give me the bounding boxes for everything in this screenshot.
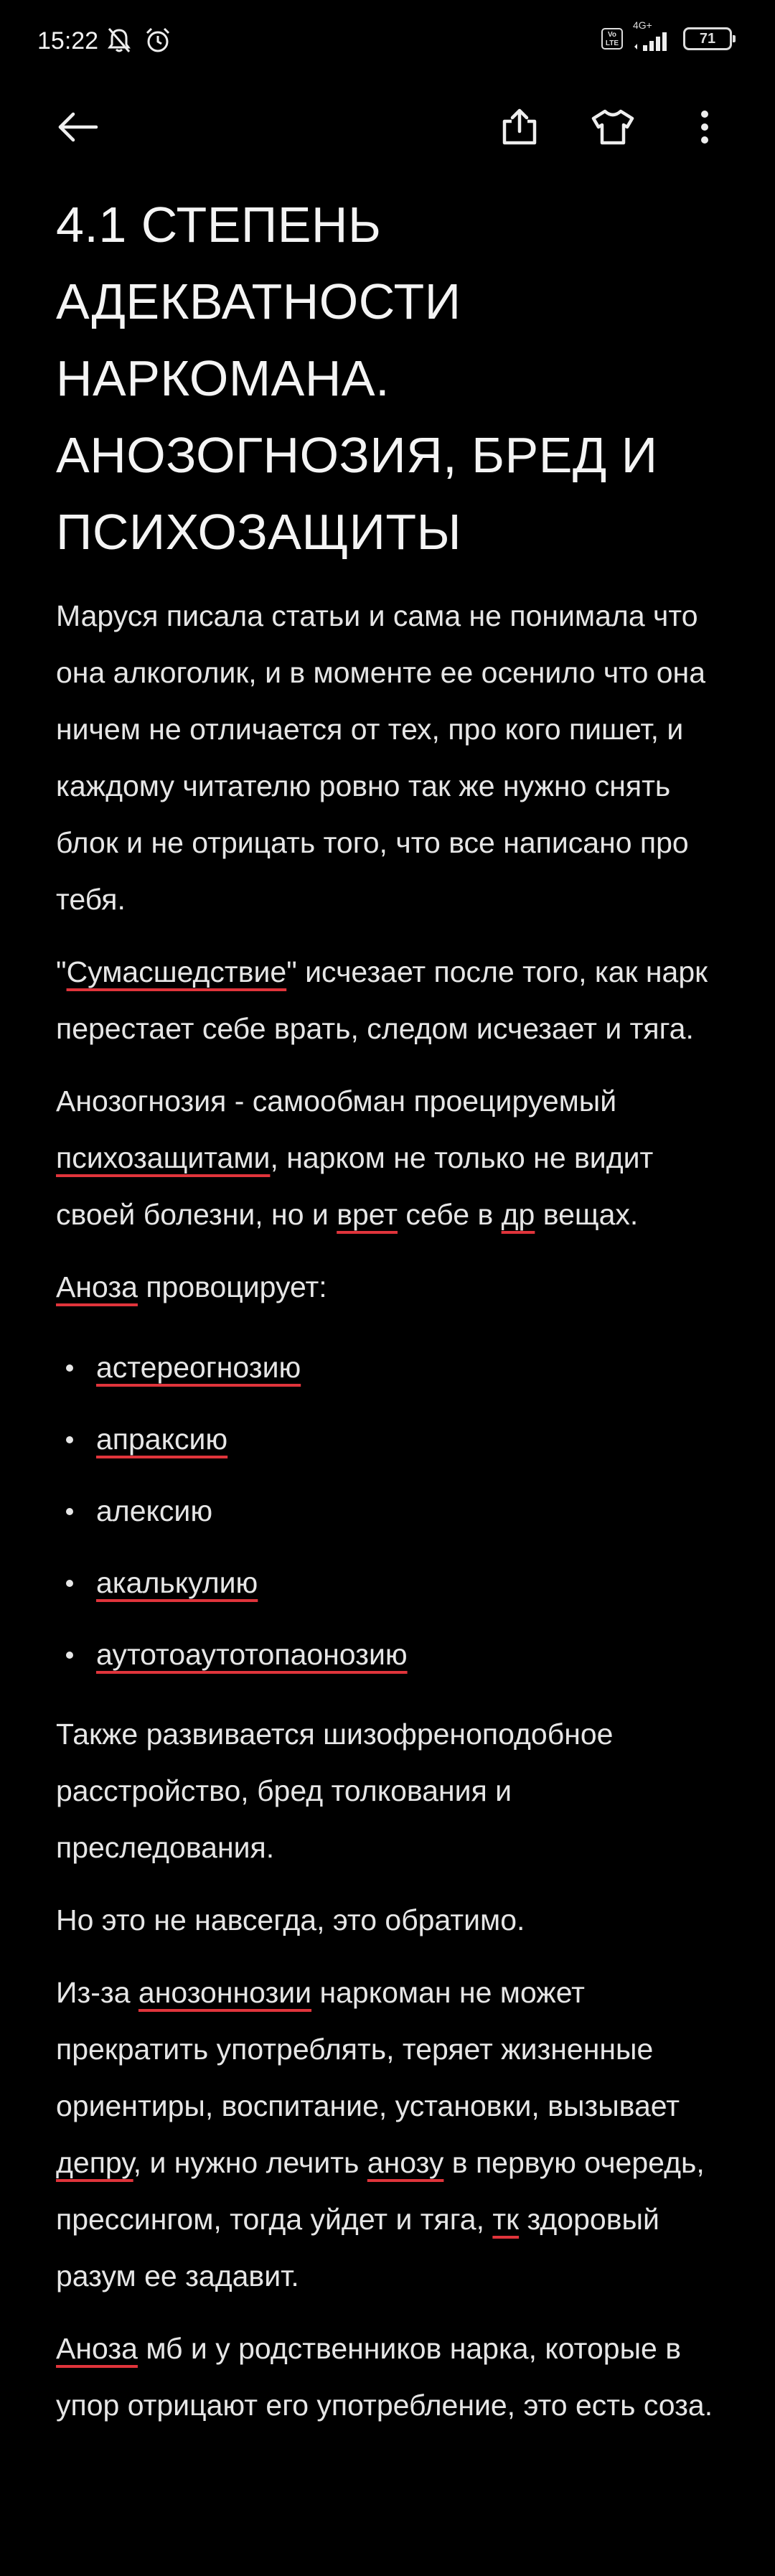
dnd-bell-icon xyxy=(106,26,132,58)
alarm-icon xyxy=(144,26,172,58)
spellcheck-word[interactable]: Аноза xyxy=(56,2332,138,2365)
text-span: , и нужно лечить xyxy=(133,2146,367,2179)
spellcheck-word[interactable]: Аноза xyxy=(56,1270,138,1303)
paragraph-5: Также развивается шизофреноподобное расстройство, бред толкования и преследования. xyxy=(56,1718,614,1864)
text-span: " xyxy=(56,955,67,988)
text-span: Анозогнозия - самообман проецируемый xyxy=(56,1085,617,1118)
status-time: 15:22 xyxy=(37,27,99,55)
bullet-dot-icon xyxy=(66,1436,73,1443)
text-span: Из-за xyxy=(56,1976,138,2009)
spellcheck-word[interactable]: акалькулию xyxy=(96,1566,258,1599)
battery-icon xyxy=(683,27,732,50)
bullet-dot-icon xyxy=(66,1580,73,1587)
spellcheck-word[interactable]: психозащитами xyxy=(56,1141,271,1174)
app-toolbar xyxy=(0,86,775,169)
list-item xyxy=(56,1547,727,1619)
battery-level: 71 xyxy=(699,30,716,47)
arrow-left-icon xyxy=(56,111,99,143)
list-item xyxy=(56,1403,727,1475)
paragraph-4 xyxy=(56,1259,727,1316)
text-span: , нарком не только не видит своей болезни, но и xyxy=(56,1141,654,1231)
paragraph-8 xyxy=(56,2320,727,2434)
volte-badge: Vo LTE xyxy=(601,28,623,50)
list-item-text: алексию xyxy=(96,1494,213,1527)
back-button[interactable] xyxy=(49,98,106,156)
list-item xyxy=(56,1331,727,1403)
text-span: провоцирует: xyxy=(137,1270,327,1303)
signal-icon xyxy=(633,19,673,51)
paragraph-3 xyxy=(56,1073,727,1243)
spellcheck-word[interactable]: депру xyxy=(56,2146,133,2179)
more-button[interactable] xyxy=(676,98,733,156)
text-span: здоровый разум ее задавит. xyxy=(56,2203,659,2292)
paragraph-1: Маруся писала статьи и сама не понимала что она алкоголик, и в моменте ее осенило что она ничем не отличается от тех, про кого пишет, и каждому читателю ровно так же нужно снять блок и не отрицать того, что все написано про тебя. xyxy=(56,599,706,916)
spellcheck-word[interactable]: тк xyxy=(492,2203,520,2236)
status-bar xyxy=(0,0,775,86)
spellcheck-word[interactable]: анозу xyxy=(367,2146,444,2179)
list-item xyxy=(56,1619,727,1690)
text-span: " исчезает после того, как нарк перестает себе врать, следом исчезает и тяга. xyxy=(56,955,708,1045)
share-button[interactable] xyxy=(491,98,548,156)
share-icon xyxy=(500,107,539,147)
article-body xyxy=(56,187,727,2450)
status-right-group xyxy=(601,19,732,53)
spellcheck-word[interactable]: астереогнозию xyxy=(96,1351,301,1384)
network-type: 4G+ xyxy=(633,19,652,31)
text-span: себе в xyxy=(398,1198,502,1231)
text-span: мб и у родственников нарка, которые в упор отрицают его употребление, это есть соза. xyxy=(56,2332,713,2422)
theme-button[interactable] xyxy=(584,98,642,156)
article-title: 4.1 СТЕПЕНЬ АДЕКВАТНОСТИ НАРКОМАНА. АНОЗОГНОЗИЯ, БРЕД И ПСИХОЗАЩИТЫ xyxy=(56,197,658,560)
list-item xyxy=(56,1475,727,1547)
bullet-dot-icon xyxy=(66,1364,73,1372)
bullet-dot-icon xyxy=(66,1652,73,1659)
paragraph-2 xyxy=(56,944,727,1057)
bullet-dot-icon xyxy=(66,1508,73,1515)
spellcheck-word[interactable]: др xyxy=(501,1198,535,1231)
bullet-list xyxy=(56,1331,727,1690)
text-span: в первую очередь, прессингом, тогда уйдет и тяга, xyxy=(56,2146,705,2236)
tshirt-icon xyxy=(591,108,635,146)
text-span: вещах. xyxy=(535,1198,639,1231)
spellcheck-word[interactable]: анозоннозии xyxy=(138,1976,312,2009)
paragraph-6: Но это не навсегда, это обратимо. xyxy=(56,1903,525,1936)
more-vertical-icon xyxy=(699,110,710,144)
spellcheck-word[interactable]: аутотоаутотопаонозию xyxy=(96,1638,408,1671)
spellcheck-word[interactable]: Сумасшедствие xyxy=(66,955,287,988)
text-span: наркоман не может прекратить употреблять, теряет жизненные ориентиры, воспитание, установки, вызывает xyxy=(56,1976,680,2122)
spellcheck-word[interactable]: апраксию xyxy=(96,1423,228,1456)
paragraph-7 xyxy=(56,1964,727,2305)
spellcheck-word[interactable]: врет xyxy=(337,1198,398,1231)
